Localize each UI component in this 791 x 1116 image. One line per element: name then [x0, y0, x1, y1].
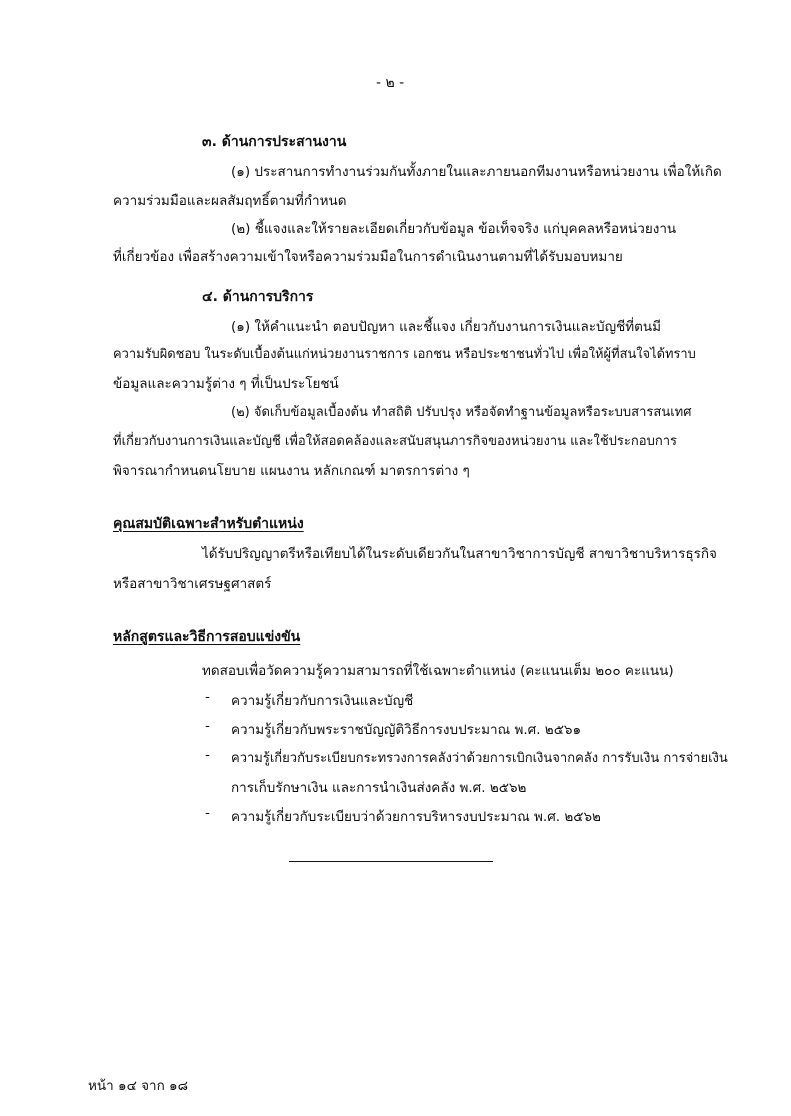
separator-line [289, 861, 493, 862]
qualifications-heading: คุณสมบัติเฉพาะสำหรับตำแหน่ง [113, 516, 304, 532]
exam-bullet-1: ความรู้เกี่ยวกับการเงินและบัญชี [231, 693, 414, 709]
bullet-dash: - [205, 805, 210, 821]
service-item2-line2: ที่เกี่ยวกับงานการเงินและบัญชี เพื่อให้สอดคล้องและสนับสนุนภารกิจของหน่วยงาน และใช้ประกอบการ [113, 434, 677, 449]
page-number-top: - ๒ - [376, 75, 405, 91]
service-item2-line1: (๒) จัดเก็บข้อมูลเบื้องต้น ทำสถิติ ปรับปรุง หรือจัดทำฐานข้อมูลหรือระบบสารสนเทศ [231, 405, 692, 420]
bullet-dash: - [205, 689, 210, 705]
coordination-item1-line2: ความร่วมมือและผลสัมฤทธิ์ตามที่กำหนด [113, 193, 347, 209]
exam-heading: หลักสูตรและวิธีการสอบแข่งขัน [113, 629, 301, 645]
footer-page-of: หน้า ๑๔ จาก ๑๘ [88, 1078, 189, 1094]
service-item1-line1: (๑) ให้คำแนะนำ ตอบปัญหา และชี้แจง เกี่ยวกับงานการเงินและบัญชีที่ตนมี [231, 319, 662, 335]
bullet-dash: - [205, 718, 210, 734]
exam-bullet-3-line2: การเก็บรักษาเงิน และการนำเงินส่งคลัง พ.ศ. ๒๕๖๒ [231, 780, 527, 796]
service-heading: ๔. ด้านการบริการ [202, 289, 314, 305]
exam-intro: ทดสอบเพื่อวัดความรู้ความสามารถที่ใช้เฉพาะตำแหน่ง (คะแนนเต็ม ๒๐๐ คะแนน) [202, 663, 674, 679]
coordination-item2-line2: ที่เกี่ยวข้อง เพื่อสร้างความเข้าใจหรือความร่วมมือในการดำเนินงานตามที่ได้รับมอบหมาย [113, 249, 623, 265]
service-item2-line3: พิจารณากำหนดนโยบาย แผนงาน หลักเกณฑ์ มาตรการต่าง ๆ [113, 463, 470, 479]
coordination-item2-line1: (๒) ชี้แจงและให้รายละเอียดเกี่ยวกับข้อมูล ข้อเท็จจริง แก่บุคคลหรือหน่วยงาน [231, 221, 677, 237]
exam-bullet-3-line1: ความรู้เกี่ยวกับระเบียบกระทรวงการคลังว่าด้วยการเบิกเงินจากคลัง การรับเงิน การจ่ายเงิน [231, 751, 728, 766]
qualifications-line1: ได้รับปริญญาตรีหรือเทียบได้ในระดับเดียวกันในสาขาวิชาการบัญชี สาขาวิชาบริหารธุรกิจ [202, 546, 717, 562]
qualifications-line2: หรือสาขาวิชาเศรษฐศาสตร์ [113, 576, 272, 592]
coordination-item1-line1: (๑) ประสานการทำงานร่วมกันทั้งภายในและภายนอกทีมงานหรือหน่วยงาน เพื่อให้เกิด [231, 164, 722, 180]
exam-bullet-2: ความรู้เกี่ยวกับพระราชบัญญัติวิธีการงบประมาณ พ.ศ. ๒๕๖๑ [231, 722, 582, 738]
exam-bullet-4: ความรู้เกี่ยวกับระเบียบว่าด้วยการบริหารงบประมาณ พ.ศ. ๒๕๖๒ [231, 809, 601, 825]
coordination-heading: ๓. ด้านการประสานงาน [202, 134, 347, 150]
service-item1-line3: ข้อมูลและความรู้ต่าง ๆ ที่เป็นประโยชน์ [113, 376, 339, 392]
service-item1-line2: ความรับผิดชอบ ในระดับเบื้องต้นแก่หน่วยงานราชการ เอกชน หรือประชาชนทั่วไป เพื่อให้ผู้ที่สนใจได้ทราบ [113, 347, 696, 362]
bullet-dash: - [205, 747, 210, 763]
